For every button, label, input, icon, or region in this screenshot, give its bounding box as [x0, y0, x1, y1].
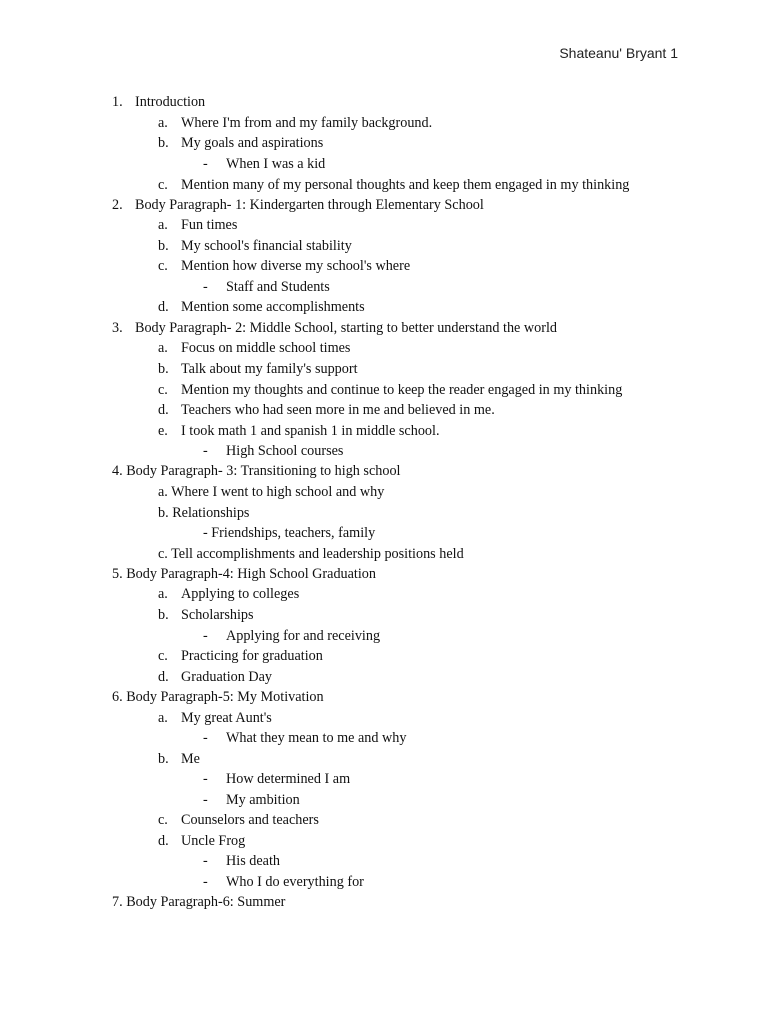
outline-item: [158, 811, 319, 829]
item-marker: -: [203, 730, 208, 746]
outline-item: [203, 442, 343, 460]
item-text: Counselors and teachers: [181, 812, 319, 828]
item-text: Who I do everything for: [226, 874, 364, 890]
item-text: c. Tell accomplishments and leadership positions held: [158, 546, 464, 562]
outline-item: [158, 668, 272, 686]
item-marker: c.: [158, 648, 168, 664]
outline-item: [112, 462, 400, 480]
item-marker: -: [203, 628, 208, 644]
outline-item: [158, 750, 200, 768]
item-text: How determined I am: [226, 771, 351, 787]
item-marker: d.: [158, 669, 169, 685]
item-text: 7. Body Paragraph-6: Summer: [112, 894, 286, 910]
outline-item: [158, 504, 249, 522]
item-text: Focus on middle school times: [181, 340, 351, 356]
item-text: Mention my thoughts and continue to keep the reader engaged in my thinking: [181, 382, 623, 398]
outline-item: [112, 688, 324, 706]
item-marker: d.: [158, 402, 169, 418]
outline-item: [158, 606, 254, 624]
item-text: My school's financial stability: [181, 238, 352, 254]
item-text: Body Paragraph- 2: Middle School, starting to better understand the world: [135, 320, 557, 336]
outline-item: [158, 176, 629, 194]
outline-item: [112, 319, 557, 337]
outline-item: [158, 216, 237, 234]
outline-item: [203, 852, 280, 870]
item-marker: d.: [158, 299, 169, 315]
item-marker: -: [203, 156, 208, 172]
item-text: What they mean to me and why: [226, 730, 407, 746]
item-text: Applying for and receiving: [226, 628, 381, 644]
outline-item: [158, 360, 358, 378]
item-marker: b.: [158, 361, 169, 377]
item-marker: c.: [158, 177, 168, 193]
item-text: I took math 1 and spanish 1 in middle school.: [181, 423, 440, 439]
item-text: High School courses: [226, 443, 344, 459]
item-text: Teachers who had seen more in me and believed in me.: [181, 402, 495, 418]
item-marker: b.: [158, 135, 169, 151]
item-text: Me: [181, 751, 200, 767]
item-text: - Friendships, teachers, family: [203, 525, 376, 541]
item-text: Applying to colleges: [181, 586, 300, 602]
outline-item: [158, 832, 245, 850]
item-marker: 2.: [112, 197, 123, 213]
outline-item: [158, 647, 323, 665]
outline-item: [203, 770, 350, 788]
outline-item: [158, 298, 365, 316]
outline-item: [158, 114, 432, 132]
outline-item: [158, 401, 495, 419]
item-marker: b.: [158, 751, 169, 767]
item-text: Mention some accomplishments: [181, 299, 365, 315]
item-text: 4. Body Paragraph- 3: Transitioning to high school: [112, 463, 401, 479]
item-marker: -: [203, 771, 208, 787]
item-marker: d.: [158, 833, 169, 849]
outline-item: [112, 196, 484, 214]
item-text: My goals and aspirations: [181, 135, 324, 151]
item-text: My ambition: [226, 792, 300, 808]
outline-item: [203, 524, 375, 542]
outline-item: [158, 237, 352, 255]
outline-item: [158, 585, 299, 603]
item-text: His death: [226, 853, 280, 869]
item-text: Graduation Day: [181, 669, 273, 685]
outline-item: [158, 381, 622, 399]
outline-item: [158, 422, 440, 440]
item-marker: a.: [158, 115, 168, 131]
item-text: Scholarships: [181, 607, 254, 623]
outline-item: [158, 483, 384, 501]
outline-item: [112, 893, 285, 911]
outline-item: [203, 155, 325, 173]
item-text: My great Aunt's: [181, 710, 272, 726]
item-marker: e.: [158, 423, 168, 439]
item-text: Uncle Frog: [181, 833, 246, 849]
item-text: Mention many of my personal thoughts and keep them engaged in my thinking: [181, 177, 630, 193]
item-marker: c.: [158, 258, 168, 274]
item-text: Body Paragraph- 1: Kindergarten through Elementary School: [135, 197, 484, 213]
item-text: When I was a kid: [226, 156, 326, 172]
item-marker: -: [203, 874, 208, 890]
outline-item: [203, 627, 380, 645]
item-marker: c.: [158, 382, 168, 398]
item-text: Mention how diverse my school's where: [181, 258, 411, 274]
item-text: Talk about my family's support: [181, 361, 358, 377]
outline-item: [158, 134, 323, 152]
item-marker: b.: [158, 607, 169, 623]
item-text: a. Where I went to high school and why: [158, 484, 385, 500]
outline-item: [112, 565, 376, 583]
item-text: Where I'm from and my family background.: [181, 115, 433, 131]
item-text: b. Relationships: [158, 505, 250, 521]
outline-item: [112, 93, 205, 111]
item-marker: a.: [158, 710, 168, 726]
item-text: 6. Body Paragraph-5: My Motivation: [112, 689, 324, 705]
outline-item: [158, 257, 410, 275]
item-marker: a.: [158, 340, 168, 356]
outline-item: [203, 729, 406, 747]
outline-item: [158, 709, 272, 727]
item-marker: -: [203, 443, 208, 459]
item-marker: a.: [158, 586, 168, 602]
outline-item: [158, 545, 464, 563]
item-marker: b.: [158, 238, 169, 254]
item-marker: a.: [158, 217, 168, 233]
item-text: Practicing for graduation: [181, 648, 323, 664]
item-text: Fun times: [181, 217, 238, 233]
outline-item: [203, 791, 300, 809]
item-text: Introduction: [135, 94, 206, 110]
outline-item: [203, 873, 364, 891]
item-marker: -: [203, 279, 208, 295]
item-marker: -: [203, 792, 208, 808]
outline-item: [158, 339, 350, 357]
page-header: Shateanu' Bryant 1: [559, 45, 678, 61]
outline-item: [203, 278, 330, 296]
item-marker: 3.: [112, 320, 123, 336]
item-marker: c.: [158, 812, 168, 828]
item-marker: 1.: [112, 94, 123, 110]
item-text: Staff and Students: [226, 279, 330, 295]
item-marker: -: [203, 853, 208, 869]
item-text: 5. Body Paragraph-4: High School Graduation: [112, 566, 376, 582]
